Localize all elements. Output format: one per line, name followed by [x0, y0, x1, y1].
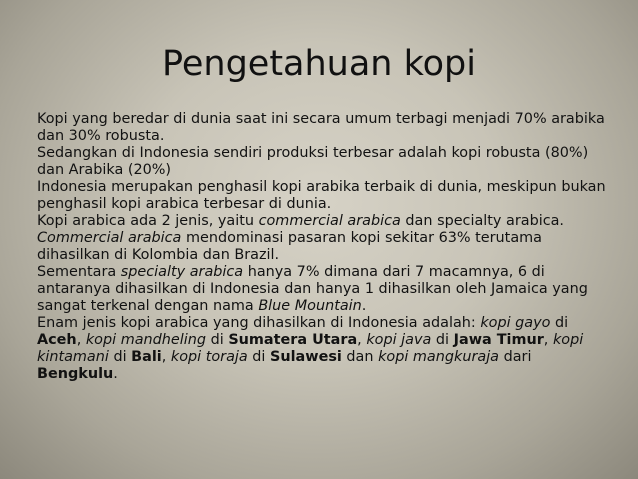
paragraph-text: dan: [341, 349, 379, 365]
body-paragraph: [37, 264, 607, 315]
italic-text: kopi mandheling: [85, 332, 207, 348]
body-paragraph: [37, 145, 607, 179]
italic-text: specialty arabica: [120, 264, 244, 280]
paragraph-text: Kopi arabica ada 2 jenis, yaitu: [37, 213, 259, 229]
bold-text: Sumatera Utara: [228, 332, 358, 348]
paragraph-text: hanya 7% dimana dari 7 macamnya, 6 di antaranya dihasilkan di Indonesia dan hanya 1 dihasilkan oleh Jamaica yang sangat terkenal dengan nama: [37, 264, 588, 314]
paragraph-text: di: [108, 349, 132, 365]
body-paragraph: [37, 315, 607, 383]
bold-text: Aceh: [37, 332, 77, 348]
italic-text: kopi toraja: [170, 349, 248, 365]
italic-text: kopi kintamani: [37, 332, 584, 365]
paragraph-text: di: [431, 332, 454, 348]
paragraph-text: ,: [76, 332, 86, 348]
italic-text: Commercial arabica: [37, 230, 182, 246]
bold-text: Jawa Timur: [453, 332, 544, 348]
body-paragraph: [37, 111, 607, 145]
paragraph-text: dan specialty arabica.: [400, 213, 565, 229]
paragraph-text: di: [247, 349, 271, 365]
body-paragraph: [37, 213, 607, 230]
paragraph-text: Sementara: [37, 264, 121, 280]
paragraph-text: ,: [543, 332, 553, 348]
paragraph-text: di: [206, 332, 229, 348]
body-paragraph: [37, 179, 607, 213]
paragraph-text: ,: [161, 349, 171, 365]
body-paragraph: [37, 230, 607, 264]
paragraph-text: ,: [357, 332, 367, 348]
italic-text: Blue Mountain: [258, 298, 362, 314]
italic-text: commercial arabica: [258, 213, 401, 229]
paragraph-text: Sedangkan di Indonesia sendiri produksi terbesar adalah kopi robusta (80%) dan Arabika (20%): [37, 145, 589, 178]
bold-text: Bali: [131, 349, 162, 365]
slide-body: [37, 111, 607, 383]
paragraph-text: .: [113, 366, 118, 382]
slide-title: Pengetahuan kopi: [162, 44, 476, 84]
paragraph-text: di: [550, 315, 569, 331]
italic-text: kopi java: [366, 332, 432, 348]
paragraph-text: Enam jenis kopi arabica yang dihasilkan di Indonesia adalah:: [37, 315, 481, 331]
italic-text: kopi gayo: [480, 315, 551, 331]
paragraph-text: Kopi yang beredar di dunia saat ini secara umum terbagi menjadi 70% arabika dan 30% robusta.: [37, 111, 605, 144]
paragraph-text: mendominasi pasaran kopi sekitar 63% terutama dihasilkan di Kolombia dan Brazil.: [37, 230, 542, 263]
bold-text: Bengkulu: [37, 366, 114, 382]
paragraph-text: .: [361, 298, 367, 314]
italic-text: kopi mangkuraja: [378, 349, 500, 365]
paragraph-text: dari: [499, 349, 532, 365]
bold-text: Sulawesi: [270, 349, 342, 365]
paragraph-text: Indonesia merupakan penghasil kopi arabika terbaik di dunia, meskipun bukan penghasil kopi arabica terbesar di dunia.: [37, 179, 606, 212]
